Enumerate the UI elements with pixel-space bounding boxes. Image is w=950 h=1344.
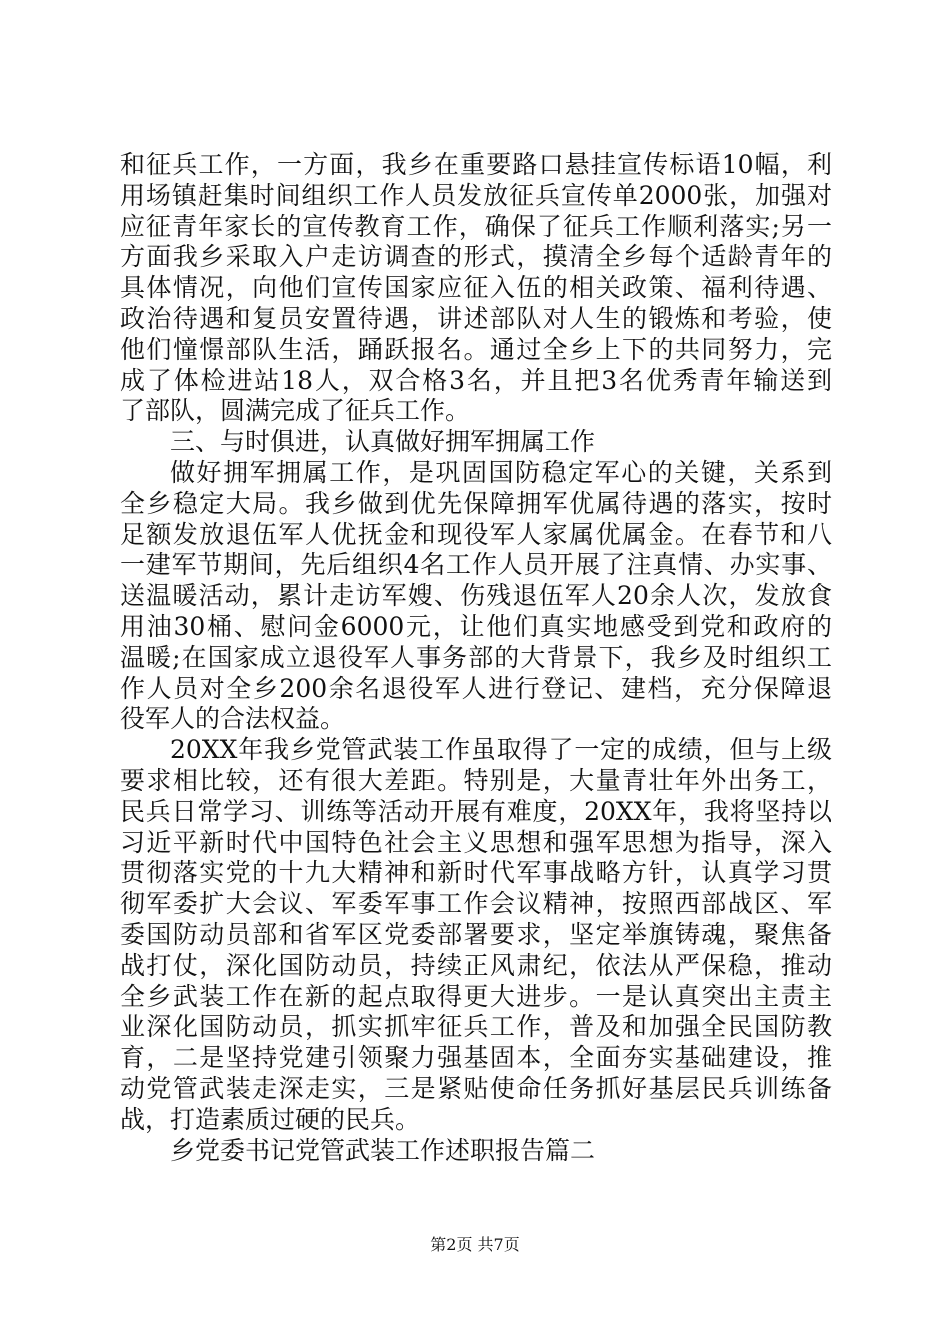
text-line: 习近平新时代中国特色社会主义思想和强军思想为指导，深入 (120, 827, 832, 857)
text-line: 用场镇赶集时间组织工作人员发放征兵宣传单2000张，加强对 (120, 180, 832, 210)
text-line: 全乡稳定大局。我乡做到优先保障拥军优属待遇的落实，按时 (120, 488, 832, 518)
text-line: 战打仗，深化国防动员，持续正风肃纪，依法从严保稳，推动 (120, 950, 832, 980)
text-line: 贯彻落实党的十九大精神和新时代军事战略方针，认真学习贯 (120, 858, 832, 888)
text-line: 应征青年家长的宣传教育工作，确保了征兵工作顺利落实;另一 (120, 211, 832, 241)
text-line: 温暖;在国家成立退役军人事务部的大背景下，我乡及时组织工 (120, 642, 832, 672)
text-line: 民兵日常学习、训练等活动开展有难度，20XX年，我将坚持以 (120, 796, 832, 826)
text-line: 成了体检进站18人，双合格3名，并且把3名优秀青年输送到 (120, 365, 832, 395)
text-line: 役军人的合法权益。 (120, 704, 346, 734)
text-line: 一建军节期间，先后组织4名工作人员开展了注真情、办实事、 (120, 550, 832, 580)
text-line: 作人员对全乡200余名退役军人进行登记、建档，充分保障退 (120, 673, 832, 703)
text-line: 方面我乡采取入户走访调查的形式，摸清全乡每个适龄青年的 (120, 242, 832, 272)
text-line: 战，打造素质过硬的民兵。 (120, 1104, 421, 1134)
text-line: 全乡武装工作在新的起点取得更大进步。一是认真突出主责主 (120, 981, 832, 1011)
text-line: 了部队，圆满完成了征兵工作。 (120, 396, 471, 426)
page-footer: 第2页 共7页 (430, 1235, 520, 1254)
text-line: 委国防动员部和省军区党委部署要求，坚定举旗铸魂，聚焦备 (120, 919, 832, 949)
text-line: 业深化国防动员，抓实抓牢征兵工作，普及和加强全民国防教 (120, 1012, 832, 1042)
text-line: 乡党委书记党管武装工作述职报告篇二 (170, 1135, 596, 1165)
text-line: 育，二是坚持党建引领聚力强基固本，全面夯实基础建设，推 (120, 1043, 832, 1073)
text-line: 做好拥军拥属工作，是巩固国防稳定军心的关键，关系到 (170, 457, 832, 487)
text-line: 要求相比较，还有很大差距。特别是，大量青壮年外出务工， (120, 765, 832, 795)
text-line: 具体情况，向他们宣传国家应征入伍的相关政策、福利待遇、 (120, 273, 832, 303)
text-line: 三、与时俱进，认真做好拥军拥属工作 (170, 427, 596, 457)
text-line: 动党管武装走深走实，三是紧贴使命任务抓好基层民兵训练备 (120, 1073, 832, 1103)
text-line: 彻军委扩大会议、军委军事工作会议精神，按照西部战区、军 (120, 889, 832, 919)
text-line: 送温暖活动，累计走访军嫂、伤残退伍军人20余人次，发放食 (120, 581, 832, 611)
document-body (120, 150, 832, 1166)
text-line: 他们憧憬部队生活，踊跃报名。通过全乡上下的共同努力，完 (120, 334, 832, 364)
text-line: 足额发放退伍军人优抚金和现役军人家属优属金。在春节和八 (120, 519, 832, 549)
text-line: 政治待遇和复员安置待遇，讲述部队对人生的锻炼和考验，使 (120, 303, 832, 333)
text-line: 20XX年我乡党管武装工作虽取得了一定的成绩，但与上级 (170, 735, 832, 765)
text-line: 和征兵工作，一方面，我乡在重要路口悬挂宣传标语10幅，利 (120, 150, 832, 179)
text-line: 用油30桶、慰问金6000元，让他们真实地感受到党和政府的 (120, 611, 832, 641)
